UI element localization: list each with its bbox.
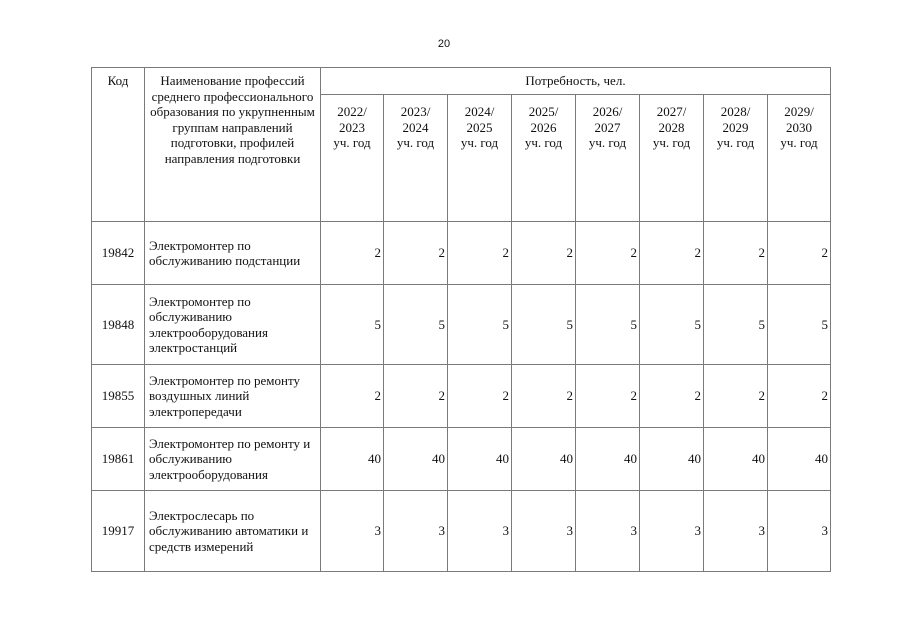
cell-need-value: 5 (640, 285, 704, 365)
header-year-line1: 2025/ (528, 104, 559, 119)
header-year-line2: 2025 (466, 119, 493, 135)
header-year-line2: 2026 (530, 119, 557, 135)
header-year (512, 95, 576, 222)
cell-need-value: 3 (448, 491, 512, 572)
header-year-line1: 2023/ (400, 104, 431, 119)
cell-need-value: 2 (384, 365, 448, 428)
cell-need-value: 3 (768, 491, 831, 572)
header-year-line1: 2024/ (464, 104, 495, 119)
header-year-line1: 2029/ (784, 104, 814, 119)
header-year-line3: уч. год (588, 135, 627, 150)
header-year-line3: уч. год (460, 135, 499, 150)
header-year-line2: 2030 (786, 119, 812, 135)
header-year-line1: 2027/ (656, 104, 687, 119)
table-row (92, 428, 831, 491)
cell-need-value: 3 (576, 491, 640, 572)
header-need: Потребность, чел. (321, 68, 831, 95)
header-year (448, 95, 512, 222)
cell-need-value: 40 (640, 428, 704, 491)
header-year-line1: 2026/ (592, 104, 623, 119)
cell-need-value: 40 (384, 428, 448, 491)
cell-code: 19861 (92, 428, 145, 491)
cell-need-value: 40 (576, 428, 640, 491)
header-year-line2: 2029 (722, 119, 749, 135)
cell-profession-name: Электромонтер по ремонту воздушных линий электропередачи (145, 365, 321, 428)
cell-need-value: 2 (640, 365, 704, 428)
cell-need-value: 5 (384, 285, 448, 365)
table-row (92, 365, 831, 428)
cell-profession-name: Электромонтер по обслуживанию подстанции (145, 222, 321, 285)
cell-need-value: 40 (704, 428, 768, 491)
header-year-line2: 2028 (658, 119, 685, 135)
header-year (321, 95, 384, 222)
header-year (576, 95, 640, 222)
page-number: 20 (437, 38, 451, 50)
header-year-line3: уч. год (333, 135, 371, 150)
header-year (704, 95, 768, 222)
cell-need-value: 2 (704, 365, 768, 428)
header-year-line3: уч. год (716, 135, 755, 150)
cell-need-value: 5 (704, 285, 768, 365)
cell-need-value: 3 (512, 491, 576, 572)
header-year-line2: 2024 (402, 119, 429, 135)
header-year (640, 95, 704, 222)
cell-need-value: 2 (576, 222, 640, 285)
cell-need-value: 3 (704, 491, 768, 572)
cell-code: 19917 (92, 491, 145, 572)
cell-need-value: 2 (512, 365, 576, 428)
header-year (768, 95, 831, 222)
cell-need-value: 2 (448, 222, 512, 285)
cell-need-value: 2 (768, 222, 831, 285)
header-year-line1: 2022/ (337, 104, 367, 119)
cell-profession-name: Электромонтер по обслуживанию электрооборудования электростанций (145, 285, 321, 365)
cell-need-value: 2 (321, 365, 384, 428)
header-code: Код (92, 68, 145, 222)
cell-need-value: 2 (512, 222, 576, 285)
cell-need-value: 40 (512, 428, 576, 491)
cell-code: 19855 (92, 365, 145, 428)
header-year-line3: уч. год (524, 135, 563, 150)
header-year-line2: 2023 (339, 119, 365, 135)
cell-need-value: 2 (321, 222, 384, 285)
header-year-line2: 2027 (594, 119, 621, 135)
table-row (92, 285, 831, 365)
cell-need-value: 40 (768, 428, 831, 491)
cell-need-value: 2 (704, 222, 768, 285)
header-year (384, 95, 448, 222)
cell-profession-name: Электромонтер по ремонту и обслуживанию электрооборудования (145, 428, 321, 491)
header-year-line1: 2028/ (720, 104, 751, 119)
cell-need-value: 2 (640, 222, 704, 285)
workforce-needs-table (91, 67, 831, 572)
cell-need-value: 5 (321, 285, 384, 365)
header-year-line3: уч. год (652, 135, 691, 150)
table-body (92, 222, 831, 572)
cell-need-value: 40 (448, 428, 512, 491)
cell-need-value: 40 (321, 428, 384, 491)
header-row (92, 68, 831, 95)
cell-need-value: 2 (768, 365, 831, 428)
cell-need-value: 5 (576, 285, 640, 365)
cell-need-value: 5 (512, 285, 576, 365)
cell-code: 19842 (92, 222, 145, 285)
cell-profession-name: Электрослесарь по обслуживанию автоматики и средств измерений (145, 491, 321, 572)
table-row (92, 491, 831, 572)
cell-need-value: 2 (576, 365, 640, 428)
header-profession-name: Наименование профессий среднего профессионального образования по укрупненным группам направлений подготовки, профилей направления подготовки (145, 68, 321, 222)
cell-need-value: 2 (448, 365, 512, 428)
cell-code: 19848 (92, 285, 145, 365)
table-row (92, 222, 831, 285)
cell-need-value: 3 (321, 491, 384, 572)
cell-need-value: 3 (640, 491, 704, 572)
cell-need-value: 3 (384, 491, 448, 572)
cell-need-value: 5 (768, 285, 831, 365)
header-year-line3: уч. год (780, 135, 818, 150)
cell-need-value: 2 (384, 222, 448, 285)
cell-need-value: 5 (448, 285, 512, 365)
header-year-line3: уч. год (396, 135, 435, 150)
